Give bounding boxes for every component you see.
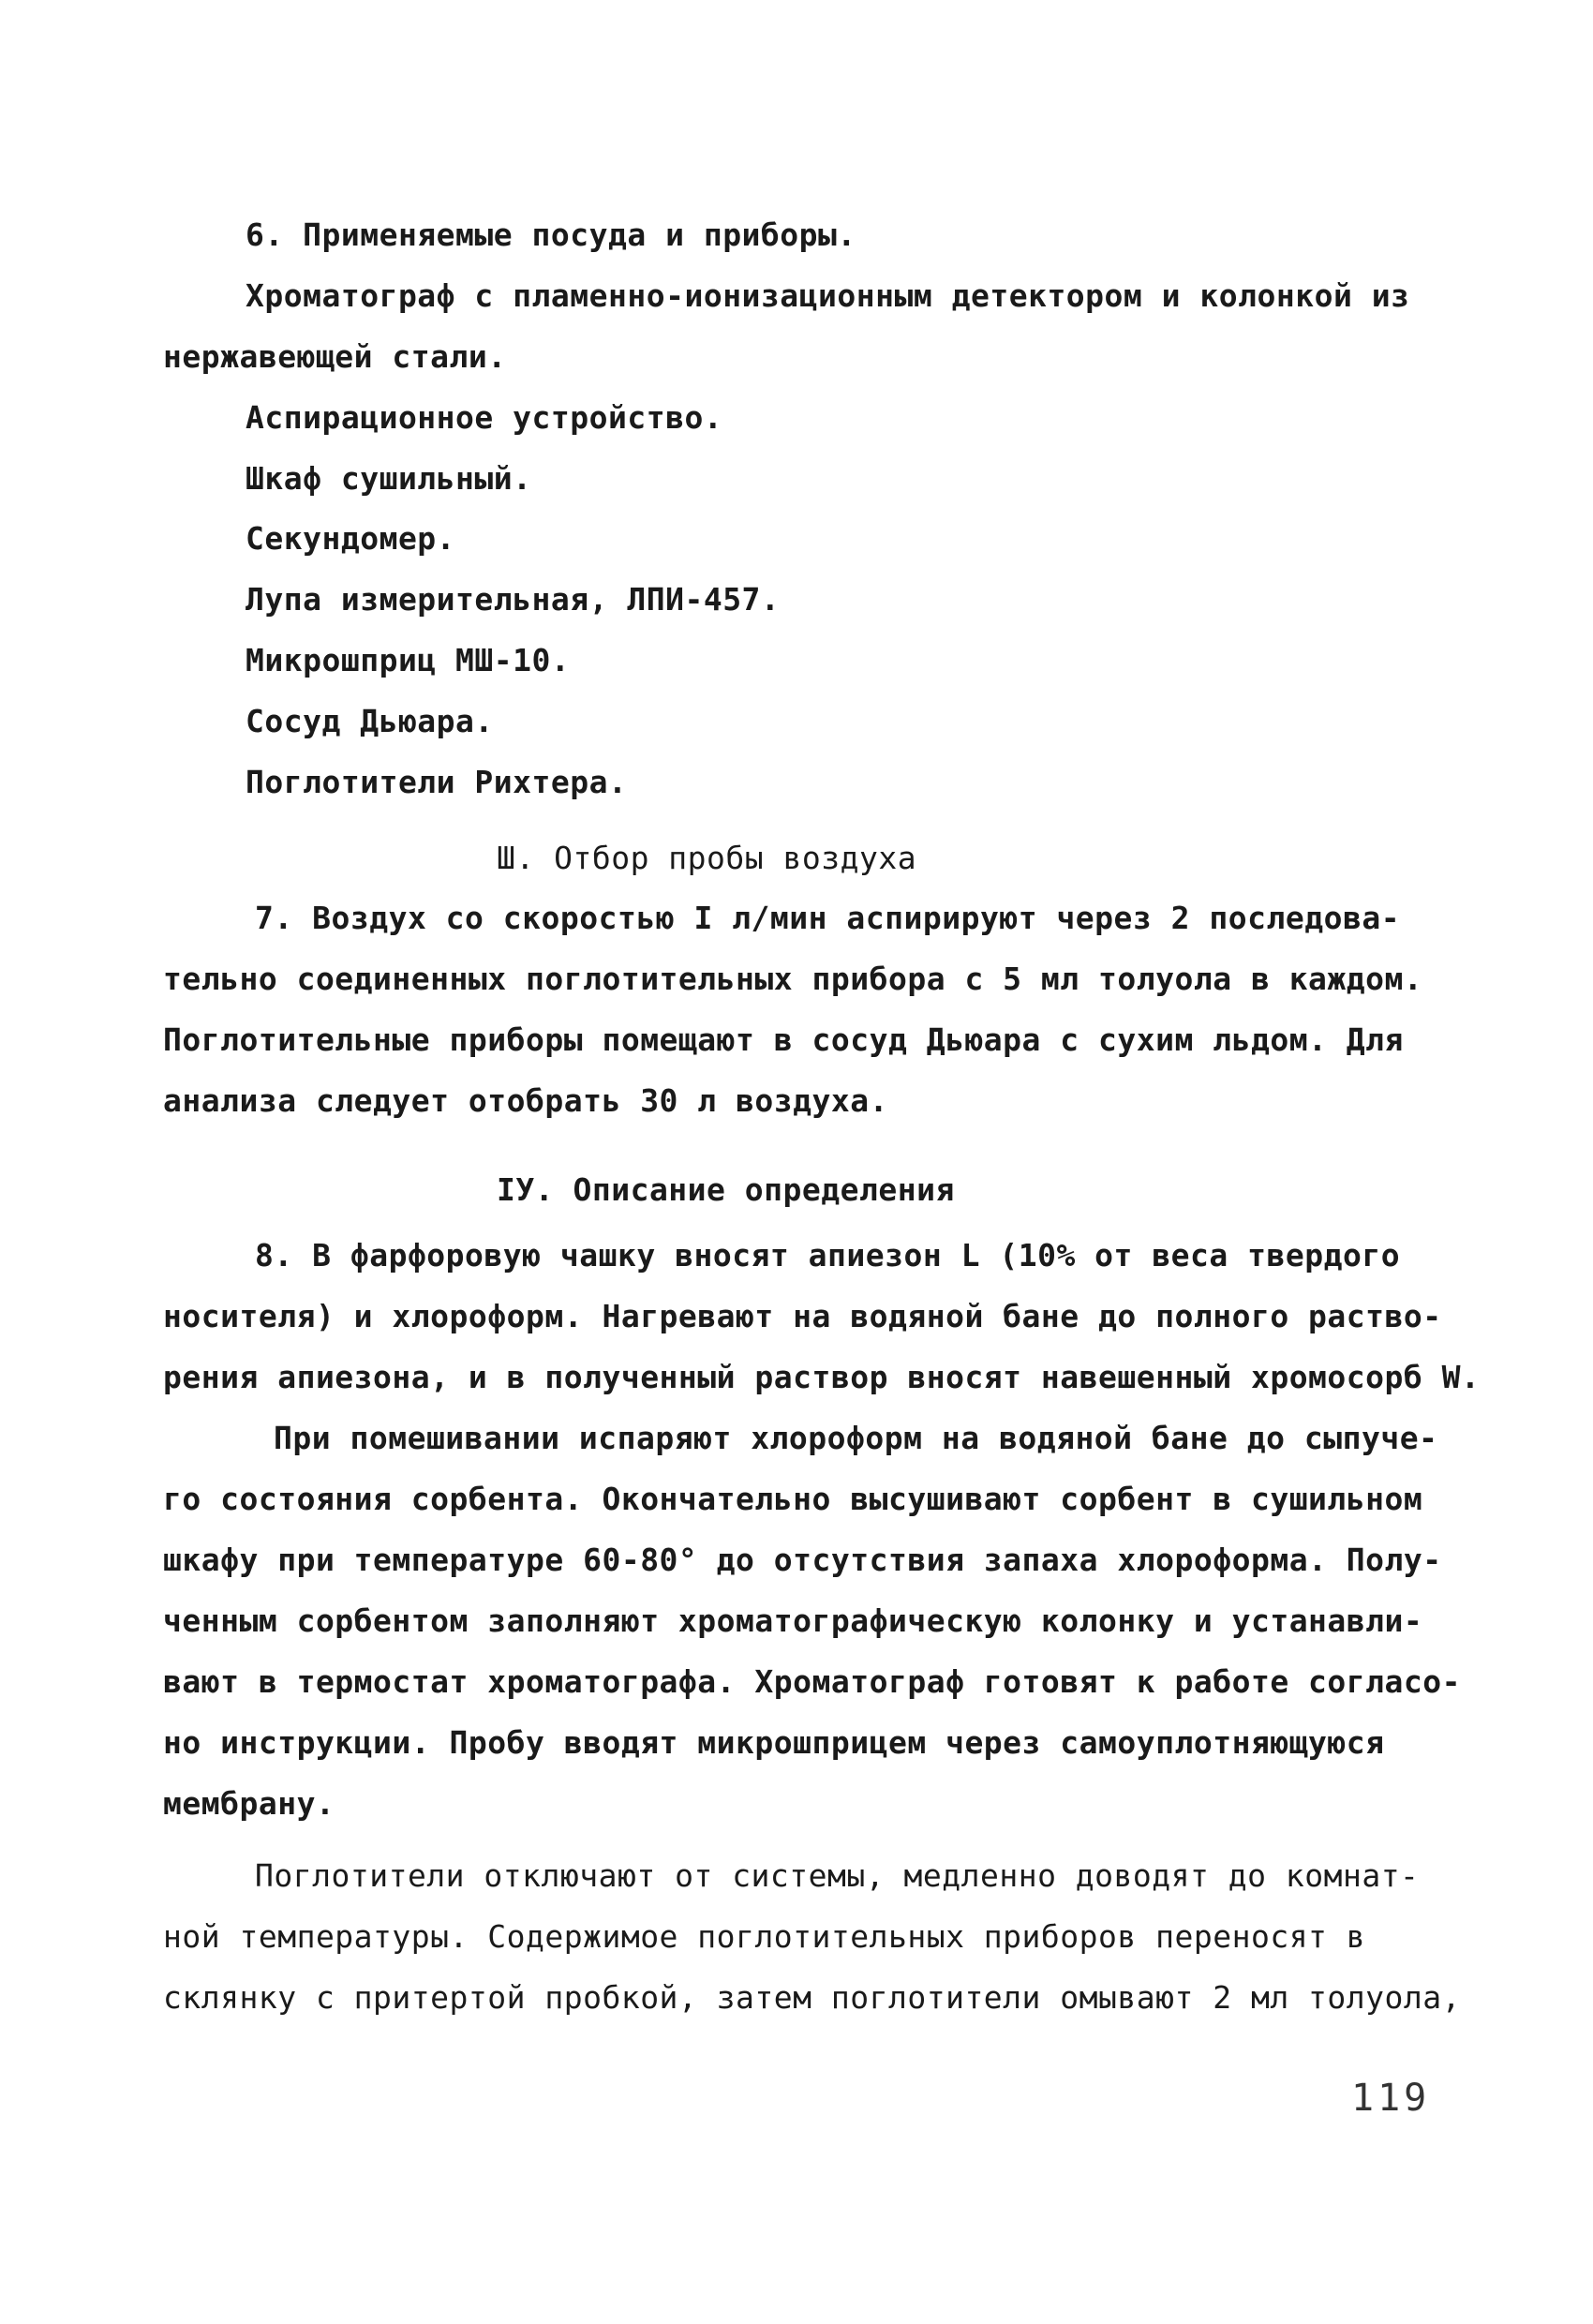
equipment-item: Поглотители Рихтера. <box>246 764 628 800</box>
paragraph-line: анализа следует отобрать 30 л воздуха. <box>163 1082 888 1119</box>
paragraph-line: Хроматограф с пламенно-ионизационным детектором и колонкой из <box>246 277 1410 314</box>
section-heading-3: Ш. Отбор пробы воздуха <box>497 840 917 876</box>
equipment-item: Сосуд Дьюара. <box>246 703 494 739</box>
paragraph-line: При помешивании испаряют хлороформ на водяной бане до сыпуче- <box>274 1420 1438 1456</box>
paragraph-line: носителя) и хлороформ. Нагревают на водяной бане до полного раство- <box>163 1298 1442 1334</box>
paragraph-line: но инструкции. Пробу вводят микрошприцем через самоуплотняющуюся <box>163 1724 1385 1761</box>
paragraph-line: мембрану. <box>163 1785 335 1822</box>
section-heading-6: 6. Применяемые посуда и приборы. <box>246 216 856 253</box>
paragraph-line: Поглотительные приборы помещают в сосуд Дьюара с сухим льдом. Для <box>163 1021 1404 1058</box>
equipment-item: Лупа измерительная, ЛПИ-457. <box>246 581 781 618</box>
paragraph-line: склянку с притертой пробкой, затем поглотители омывают 2 мл толуола, <box>163 1979 1462 2016</box>
paragraph-line: Поглотители отключают от системы, медленно доводят до комнат- <box>255 1857 1420 1894</box>
paragraph-line: шкафу при температуре 60-80° до отсутствия запаха хлороформа. Полу- <box>163 1542 1442 1578</box>
equipment-item: Шкаф сушильный. <box>246 460 532 497</box>
paragraph-line: нержавеющей стали. <box>163 338 507 375</box>
section-heading-4: IУ. Описание определения <box>497 1171 955 1208</box>
paragraph-line: 8. В фарфоровую чашку вносят апиезон L (10% от веса твердого <box>255 1237 1401 1274</box>
page-number: 119 <box>1351 2077 1431 2120</box>
equipment-item: Микрошприц МШ-10. <box>246 642 571 678</box>
paragraph-line: вают в термостат хроматографа. Хроматограф готовят к работе согласо- <box>163 1663 1462 1700</box>
paragraph-line: рения апиезона, и в полученный раствор вносят навешенный хромосорб W. <box>163 1359 1481 1395</box>
paragraph-line: ной температуры. Содержимое поглотительных приборов переносят в <box>163 1918 1366 1955</box>
paragraph-line: 7. Воздух со скоростью I л/мин аспирируют через 2 последова- <box>255 900 1401 936</box>
paragraph-line: ченным сорбентом заполняют хроматографическую колонку и устанавли- <box>163 1602 1423 1639</box>
equipment-item: Секундомер. <box>246 520 456 557</box>
equipment-item: Аспирационное устройство. <box>246 399 723 436</box>
paragraph-line: тельно соединенных поглотительных прибора с 5 мл толуола в каждом. <box>163 961 1423 997</box>
paragraph-line: го состояния сорбента. Окончательно высушивают сорбент в сушильном <box>163 1481 1423 1517</box>
